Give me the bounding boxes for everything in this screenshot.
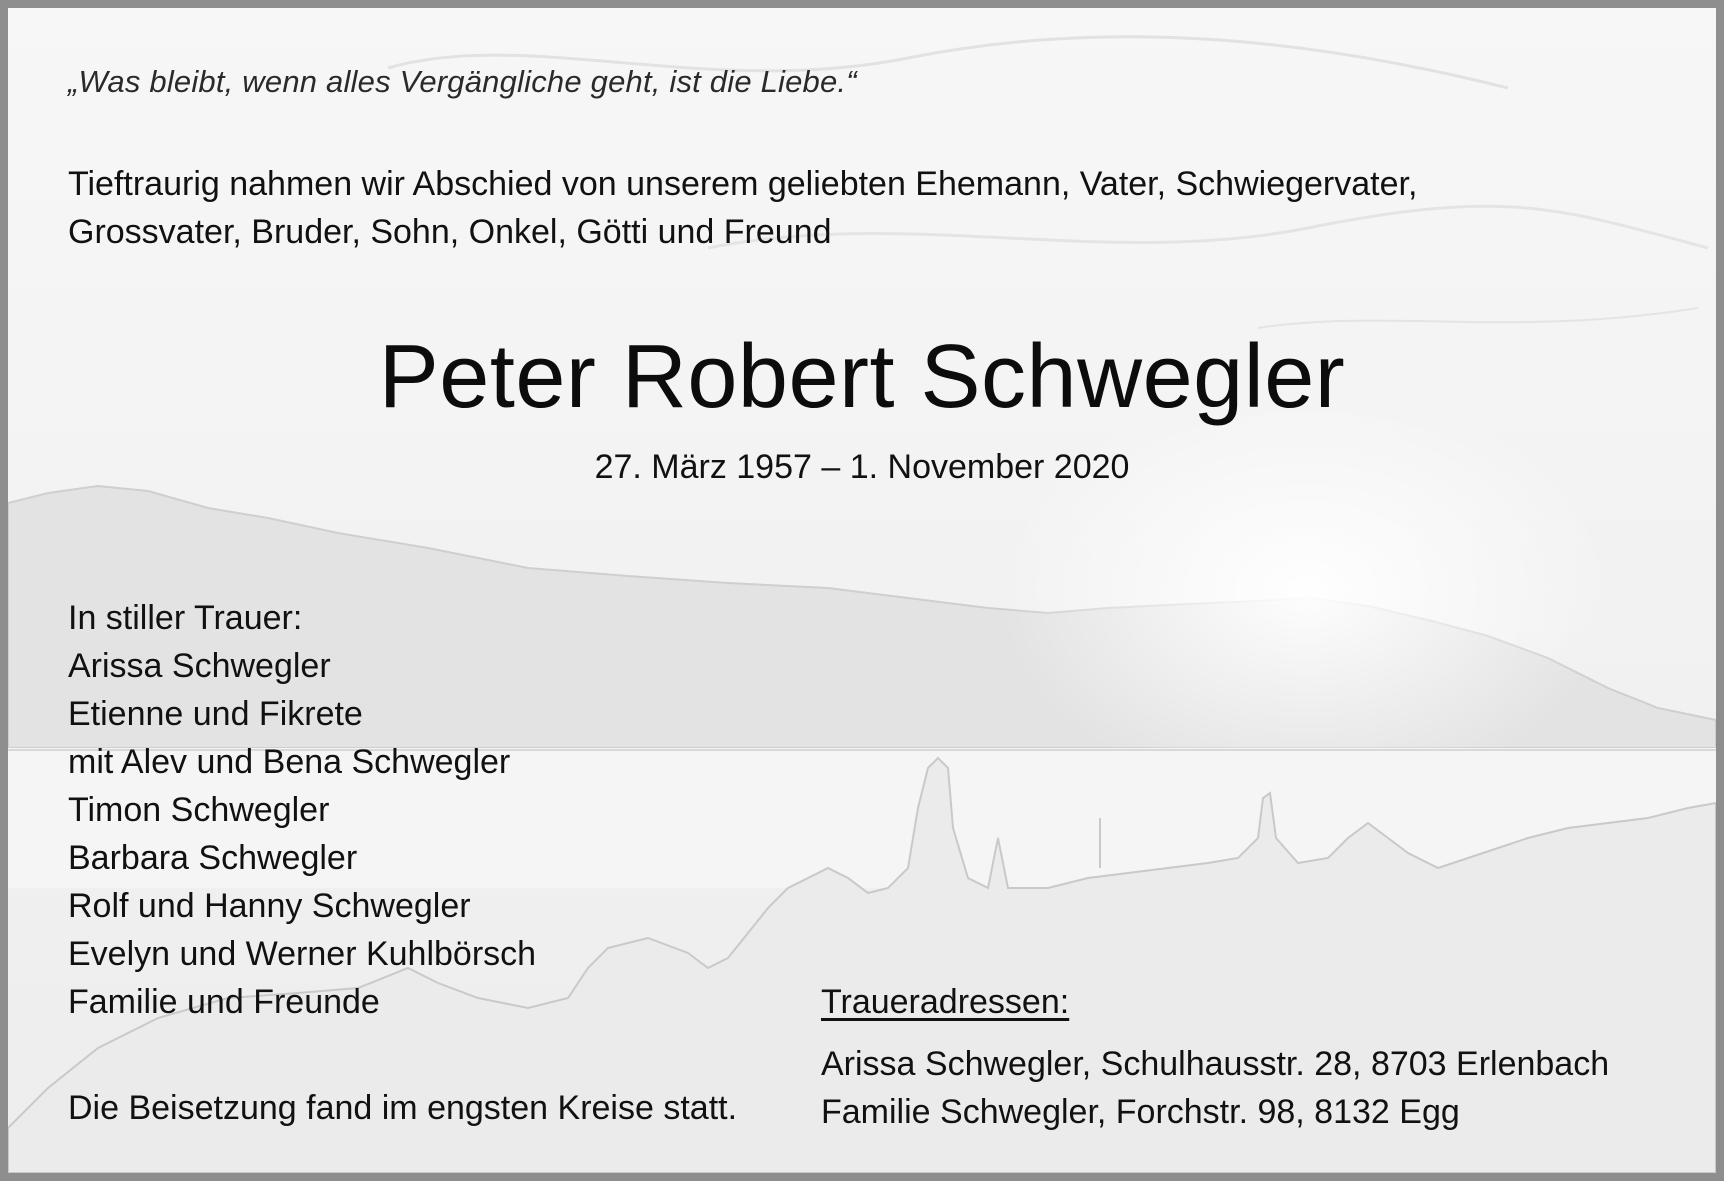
addresses-heading: Traueradressen: [821,983,1070,1021]
mourner-entry: Barbara Schwegler [68,839,358,877]
mourner-entry: Arissa Schwegler [68,647,331,685]
farewell-intro-line: Grossvater, Bruder, Sohn, Onkel, Götti und Freund [68,213,832,251]
mourner-entry: Evelyn und Werner Kuhlbörsch [68,935,537,973]
life-dates: 27. März 1957 – 1. November 2020 [594,448,1130,486]
mourners-heading: In stiller Trauer: [68,599,303,637]
mourner-entry: mit Alev und Bena Schwegler [68,743,511,781]
mourner-entry: Familie und Freunde [68,983,380,1021]
mourners-list [68,594,536,1026]
mourner-entry: Etienne und Fikrete [68,695,363,733]
deceased-name: Peter Robert Schwegler [378,327,1346,427]
mourner-entry: Timon Schwegler [68,791,330,829]
memorial-quote: „Was bleibt, wenn alles Vergängliche geht, ist die Liebe.“ [68,64,857,99]
addresses-list [821,1040,1609,1136]
farewell-intro-line: Tieftraurig nahmen wir Abschied von unserem geliebten Ehemann, Vater, Schwiegervater, [68,165,1418,203]
address-entry: Familie Schwegler, Forchstr. 98, 8132 Egg [821,1093,1460,1131]
farewell-intro [68,160,1628,256]
address-entry: Arissa Schwegler, Schulhausstr. 28, 8703 Erlenbach [821,1045,1610,1083]
funeral-note: Die Beisetzung fand im engsten Kreise statt. [68,1089,738,1127]
mourner-entry: Rolf und Hanny Schwegler [68,887,471,925]
